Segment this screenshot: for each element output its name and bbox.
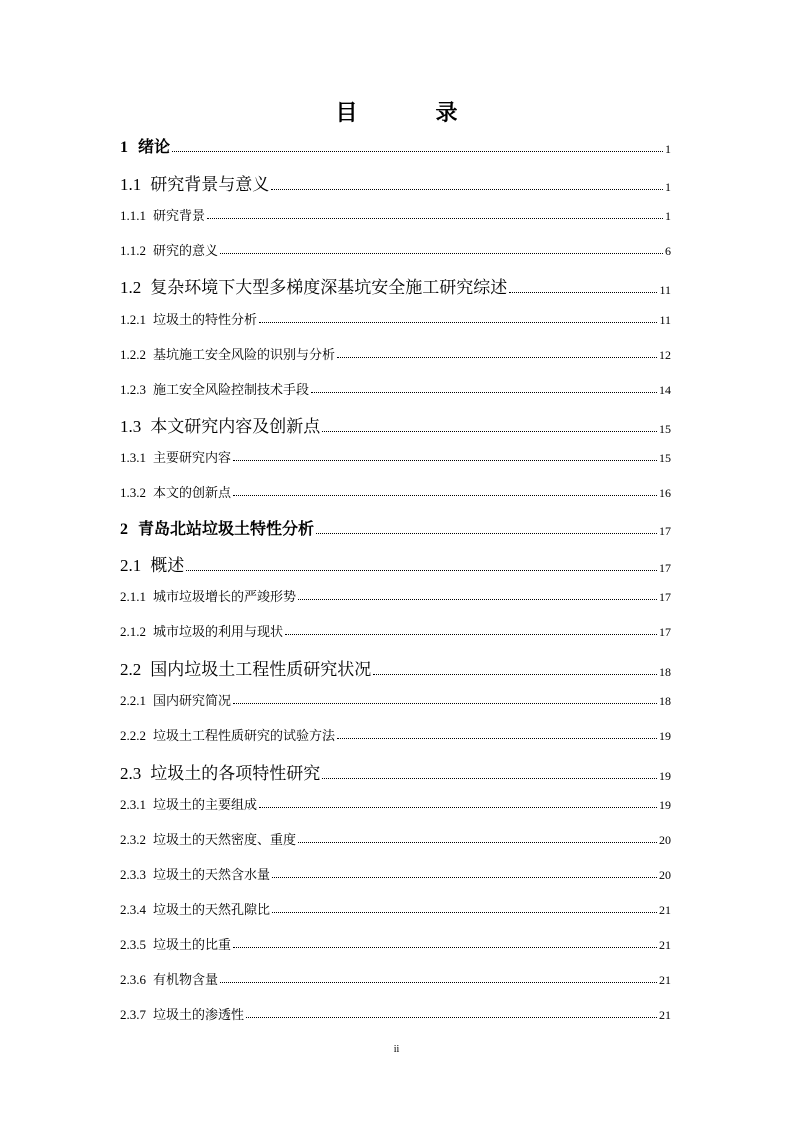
toc-entry-number: 2.2 bbox=[120, 660, 142, 679]
toc-entry-title: 垃圾土的天然孔隙比 bbox=[153, 902, 271, 917]
toc-entry-page: 17 bbox=[659, 561, 671, 575]
toc-entry-title: 绪论 bbox=[138, 139, 171, 156]
toc-entry[interactable] bbox=[120, 690, 671, 709]
toc-entry-number: 2.1 bbox=[120, 556, 142, 575]
toc-leader-dots bbox=[316, 532, 657, 534]
toc-entry-page: 15 bbox=[659, 451, 671, 465]
toc-entry[interactable] bbox=[120, 934, 671, 953]
toc-entry-title: 垃圾土工程性质研究的试验方法 bbox=[153, 728, 336, 743]
toc-entry-page: 12 bbox=[659, 348, 671, 362]
toc-entry-number: 2.2.2 bbox=[120, 728, 146, 743]
toc-entry[interactable] bbox=[120, 482, 671, 501]
toc-entry[interactable] bbox=[120, 516, 671, 539]
toc-leader-dots bbox=[207, 217, 663, 219]
toc-entry[interactable] bbox=[120, 969, 671, 988]
toc-entry-page: 11 bbox=[659, 313, 671, 327]
toc-entry-title: 复杂环境下大型多梯度深基坑安全施工研究综述 bbox=[150, 278, 508, 297]
toc-leader-dots bbox=[259, 806, 657, 808]
toc-leader-dots bbox=[233, 702, 657, 704]
toc-title: 目 录 bbox=[335, 100, 486, 125]
toc-entry[interactable] bbox=[120, 205, 671, 224]
toc-entry-page: 20 bbox=[659, 833, 671, 847]
toc-leader-dots bbox=[186, 569, 657, 571]
toc-leader-dots bbox=[311, 391, 657, 393]
toc-entry-page: 19 bbox=[659, 729, 671, 743]
toc-entry-number: 2.3.4 bbox=[120, 902, 146, 917]
toc-entry[interactable] bbox=[120, 1004, 671, 1023]
page-number: ii bbox=[393, 1044, 400, 1055]
toc-entry-title: 本文的创新点 bbox=[153, 485, 232, 500]
toc-leader-dots bbox=[259, 321, 657, 323]
toc-entry[interactable] bbox=[120, 273, 671, 298]
toc-entry[interactable] bbox=[120, 829, 671, 848]
toc-entry-number: 2.3.1 bbox=[120, 797, 146, 812]
toc-entry-number: 1.1 bbox=[120, 175, 142, 194]
toc-entry-page: 21 bbox=[659, 938, 671, 952]
toc-entry-number: 1.2.2 bbox=[120, 347, 146, 362]
toc-entry[interactable] bbox=[120, 344, 671, 363]
toc-entry-number: 2 bbox=[120, 521, 128, 538]
toc-entry-page: 1 bbox=[665, 142, 671, 156]
toc-entry-title: 垃圾土的特性分析 bbox=[153, 312, 258, 327]
toc-entry[interactable] bbox=[120, 725, 671, 744]
toc-entry-number: 2.3.7 bbox=[120, 1007, 146, 1022]
toc-entry-page: 21 bbox=[659, 903, 671, 917]
toc-leader-dots bbox=[233, 459, 657, 461]
toc-leader-dots bbox=[220, 981, 657, 983]
toc-entry[interactable] bbox=[120, 759, 671, 784]
toc-entry-number: 1 bbox=[120, 139, 128, 156]
toc-entry[interactable] bbox=[120, 551, 671, 576]
toc-entry-title: 垃圾土的渗透性 bbox=[153, 1007, 245, 1022]
toc-leader-dots bbox=[272, 911, 657, 913]
toc-entry-title: 研究背景与意义 bbox=[150, 175, 270, 194]
toc-entry-title: 垃圾土的比重 bbox=[153, 937, 232, 952]
toc-entry[interactable] bbox=[120, 794, 671, 813]
toc-entry-title: 研究的意义 bbox=[153, 243, 219, 258]
toc-entry-title: 城市垃圾的利用与现状 bbox=[153, 624, 284, 639]
toc-entry-title: 主要研究内容 bbox=[153, 450, 232, 465]
toc-entry-page: 17 bbox=[659, 625, 671, 639]
toc-entry-number: 2.2.1 bbox=[120, 693, 146, 708]
toc-entry[interactable] bbox=[120, 621, 671, 640]
toc-entry-number: 2.1.1 bbox=[120, 589, 146, 604]
toc-entry-number: 2.3.3 bbox=[120, 867, 146, 882]
toc-entry-title: 垃圾土的各项特性研究 bbox=[150, 764, 321, 783]
toc-entry-page: 21 bbox=[659, 973, 671, 987]
toc-leader-dots bbox=[322, 430, 657, 432]
toc-leader-dots bbox=[272, 876, 657, 878]
toc-leader-dots bbox=[220, 252, 663, 254]
toc-entry[interactable] bbox=[120, 379, 671, 398]
toc-entry-page: 18 bbox=[659, 665, 671, 679]
toc-entry-title: 国内垃圾土工程性质研究状况 bbox=[150, 660, 372, 679]
toc-entry-page: 14 bbox=[659, 383, 671, 397]
toc-entry-title: 概述 bbox=[150, 556, 185, 575]
toc-entry[interactable] bbox=[120, 412, 671, 437]
toc-entry-page: 17 bbox=[659, 524, 671, 538]
toc-entry-title: 施工安全风险控制技术手段 bbox=[153, 382, 310, 397]
toc-entry[interactable] bbox=[120, 170, 671, 195]
toc-leader-dots bbox=[298, 841, 657, 843]
toc-entry-title: 城市垃圾增长的严竣形势 bbox=[153, 589, 297, 604]
toc-entry-number: 1.2.3 bbox=[120, 382, 146, 397]
toc-leader-dots bbox=[233, 946, 657, 948]
toc-leader-dots bbox=[271, 188, 663, 190]
toc-entry-title: 垃圾土的天然含水量 bbox=[153, 867, 271, 882]
toc-entry-title: 国内研究简况 bbox=[153, 693, 232, 708]
toc-entry[interactable] bbox=[120, 240, 671, 259]
toc-leader-dots bbox=[285, 633, 657, 635]
toc-leader-dots bbox=[337, 737, 657, 739]
toc-entry-number: 1.3.2 bbox=[120, 485, 146, 500]
toc-entry[interactable] bbox=[120, 447, 671, 466]
toc-leader-dots bbox=[172, 150, 663, 152]
toc-leader-dots bbox=[509, 291, 657, 293]
toc-entry-title: 垃圾土的天然密度、重度 bbox=[153, 832, 297, 847]
toc-entry-number: 2.3.2 bbox=[120, 832, 146, 847]
toc-entry-number: 1.2 bbox=[120, 278, 142, 297]
toc-entry-page: 20 bbox=[659, 868, 671, 882]
toc-entry-page: 6 bbox=[665, 244, 671, 258]
toc-entry-page: 18 bbox=[659, 694, 671, 708]
toc-entry-title: 研究背景 bbox=[153, 208, 206, 223]
toc-entry-number: 1.3 bbox=[120, 417, 142, 436]
toc-leader-dots bbox=[233, 494, 657, 496]
toc-entry[interactable] bbox=[120, 309, 671, 328]
toc-entry-title: 基坑施工安全风险的识别与分析 bbox=[153, 347, 336, 362]
toc-entry-page: 19 bbox=[659, 798, 671, 812]
toc-entry-page: 1 bbox=[665, 209, 671, 223]
toc-entry-number: 2.1.2 bbox=[120, 624, 146, 639]
toc-entry-number: 2.3 bbox=[120, 764, 142, 783]
toc-entry-page: 21 bbox=[659, 1008, 671, 1022]
toc-entry[interactable] bbox=[120, 134, 671, 157]
toc-leader-dots bbox=[337, 356, 657, 358]
toc-leader-dots bbox=[373, 673, 657, 675]
toc-entry-title: 本文研究内容及创新点 bbox=[150, 417, 321, 436]
toc-entry[interactable] bbox=[120, 586, 671, 605]
toc-leader-dots bbox=[298, 598, 657, 600]
toc-entry-number: 1.2.1 bbox=[120, 312, 146, 327]
toc-entry-page: 15 bbox=[659, 422, 671, 436]
toc-entry-number: 1.1.1 bbox=[120, 208, 146, 223]
toc-entry-title: 垃圾土的主要组成 bbox=[153, 797, 258, 812]
toc-entry-page: 11 bbox=[659, 283, 671, 297]
toc-entry-number: 1.3.1 bbox=[120, 450, 146, 465]
toc-entry-page: 19 bbox=[659, 769, 671, 783]
toc-leader-dots bbox=[322, 777, 657, 779]
toc-leader-dots bbox=[246, 1016, 657, 1018]
toc-entry[interactable] bbox=[120, 864, 671, 883]
toc-entry-title: 青岛北站垃圾土特性分析 bbox=[138, 521, 315, 538]
toc-entry-title: 有机物含量 bbox=[153, 972, 219, 987]
toc-entry-number: 2.3.6 bbox=[120, 972, 146, 987]
toc-entry[interactable] bbox=[120, 899, 671, 918]
toc-entry-page: 16 bbox=[659, 486, 671, 500]
toc-entry-number: 2.3.5 bbox=[120, 937, 146, 952]
toc-entry-page: 17 bbox=[659, 590, 671, 604]
toc-entry[interactable] bbox=[120, 655, 671, 680]
toc-entry-number: 1.1.2 bbox=[120, 243, 146, 258]
toc-entry-page: 1 bbox=[665, 180, 671, 194]
